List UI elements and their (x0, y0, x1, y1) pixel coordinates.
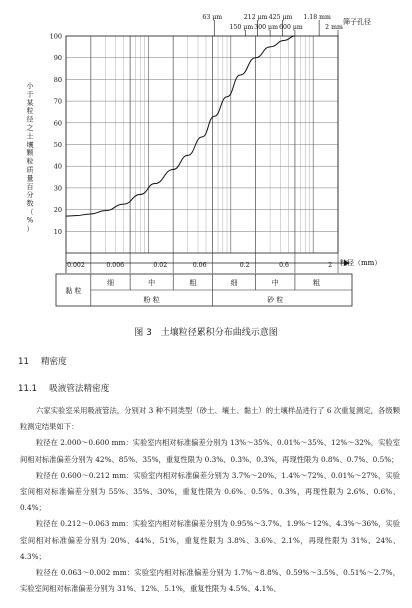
x-tick-label: 0.6 (279, 262, 289, 269)
sieve-size-text: 1.18 mm (303, 14, 331, 21)
cumulative-curve (66, 36, 295, 216)
y-tick-label: 100 (49, 32, 62, 41)
table-cell-grade: 细 (230, 279, 238, 287)
sieve-size-text: 300 μm (254, 24, 278, 31)
y-tick-label: 10 (53, 227, 62, 236)
y-label-char: 质 (26, 166, 34, 174)
table-cell-grade: 中 (148, 279, 156, 287)
paragraph: 六家实验室采用吸液管法，分别对 3 种不同类型（砂土、壤土、黏土）的土壤样品进行了 6 次重复测定，各级颗粒测定结果如下： (20, 406, 400, 432)
section-title: 精密度 (40, 357, 67, 367)
x-tick-label: 0.2 (239, 262, 250, 269)
table-cell-grade: 粗 (312, 279, 320, 287)
y-axis-label (27, 81, 35, 233)
subsection-title: 吸液管法精密度 (49, 384, 110, 394)
table-cell-grade: 中 (271, 279, 279, 287)
sieve-size-text: 425 μm (268, 14, 293, 21)
x-tick-label: 2 (328, 262, 332, 269)
body-text (20, 403, 400, 597)
y-label-char: ） (26, 224, 34, 233)
sieve-aperture-label: 筛子孔径 (343, 18, 371, 26)
y-label-char: 百 (26, 182, 34, 191)
paragraph: 粒径在 0.212～0.063 mm：实验室内相对标准偏差分别为 0.95%～3.7%、1.9%～12%、4.3%～36%，实验室间相对标准偏差分别为 20%、44%、51%，重复性限为 3.8%、3.6%、2.1%，再现性限为 31%、24%、4.3%； (20, 519, 400, 561)
chart-grid (66, 36, 338, 273)
y-label-char: 粒 (26, 107, 34, 116)
sieve-size-text: 2 mm (325, 24, 343, 31)
y-label-char: 粒 (26, 157, 34, 166)
sieve-size-labels (202, 14, 343, 36)
y-label-char: 分 (26, 191, 34, 200)
y-tick-label: 80 (53, 75, 62, 84)
y-label-char: 壤 (26, 140, 34, 149)
table-cell-grade: 粗 (189, 279, 197, 287)
paragraph: 粒径在 0.063～0.002 mm：实验室内相对标准偏差分别为 1.7%～8.8%、0.59%～3.5%、0.51%～2.7%，实验室间相对标准偏差分别为 31%、12%、5.1%，重复性限为 4.5%、4.1%、 (20, 568, 400, 594)
y-label-char: 之 (26, 124, 34, 132)
chart-frame (66, 36, 350, 273)
table-cell-sand: 砂 粒 (267, 296, 284, 304)
sieve-size-text: 600 μm (279, 24, 303, 31)
y-label-char: 数 (26, 199, 34, 208)
y-label-char: 径 (26, 115, 34, 124)
subsection-heading (18, 382, 121, 394)
y-tick-label: 40 (53, 162, 62, 171)
paragraph: 粒径在 2.000～0.600 mm：实验室内相对标准偏差分别为 13%～35%、0.01%～35%、12%～32%，实验室间相对标准偏差分别为 42%、85%、35%，重复性限为 0.3%、0.3%、0.3%，再现性限为 0.8%、0.7%、0.5%； (20, 438, 400, 464)
table-cell-clay: 黏 粒 (65, 287, 82, 295)
y-tick-label: 90 (53, 54, 62, 63)
y-tick-label: 60 (53, 119, 62, 128)
y-label-char: 小 (26, 82, 34, 90)
y-label-char: 于 (26, 90, 34, 99)
y-label-char: （ (26, 208, 34, 216)
x-axis-label: 粒径（mm） (340, 259, 382, 267)
section-heading (18, 355, 79, 367)
table-cell-grade: 细 (106, 279, 114, 287)
x-tick-label: 0.002 (67, 262, 85, 269)
y-tick-label: 50 (53, 141, 62, 149)
x-tick-label: 0.06 (192, 262, 207, 269)
y-tick-label: 20 (53, 206, 62, 215)
table-cell-silt: 粉 粒 (143, 296, 160, 304)
y-tick-label: 30 (53, 184, 62, 193)
section-number: 11 (18, 357, 29, 367)
y-tick-labels (50, 33, 62, 236)
figure-caption: 图 3 土壤粒径累积分布曲线示意图 (134, 328, 278, 338)
y-label-char: 某 (26, 98, 34, 107)
sieve-size-text: 63 μm (202, 14, 223, 21)
soil-class-table (56, 274, 352, 306)
y-label-char: 土 (26, 132, 34, 141)
y-label-char: 颗 (26, 149, 34, 158)
subsection-number: 11.1 (18, 384, 38, 394)
x-tick-label: 0.02 (153, 262, 168, 269)
y-tick-label: 70 (53, 97, 62, 106)
y-label-char: % (26, 216, 34, 225)
y-label-char: 量 (26, 174, 34, 183)
sieve-size-text: 212 μm (243, 14, 268, 21)
x-tick-label: 0.006 (106, 262, 125, 269)
sieve-size-text: 150 μm (229, 24, 254, 31)
paragraph: 粒径在 0.600～0.212 mm：实验室内相对标准偏差分别为 3.7%～20%、1.4%～72%、0.01%～27%，实验室间相对标准偏差分别为 55%、35%、30%，重复性限为 0.6%、0.5%、0.3%，再现性限为 2.6%、0.6%、0.4%； (20, 470, 400, 513)
